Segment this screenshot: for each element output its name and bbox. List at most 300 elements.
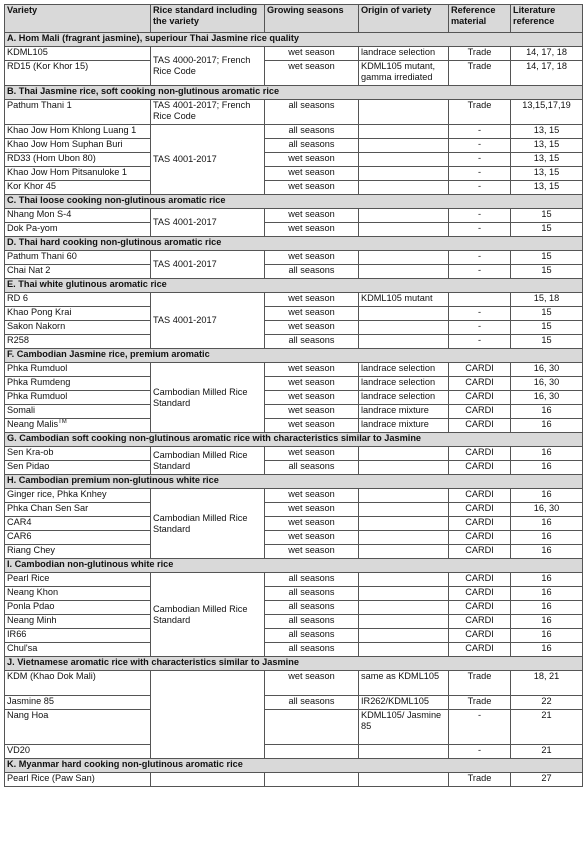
variety-name: Sen Kra-ob xyxy=(7,447,54,457)
origin-cell: landrace selection xyxy=(359,47,449,61)
table-row xyxy=(5,153,583,167)
season-cell: wet season xyxy=(265,251,359,265)
variety-cell xyxy=(5,517,151,531)
variety-name: Ginger rice, Phka Knhey xyxy=(7,489,107,499)
literature-cell: 13, 15 xyxy=(511,139,583,153)
variety-name: Khao Pong Krai xyxy=(7,307,72,317)
table-row xyxy=(5,181,583,195)
section-title: D. Thai hard cooking non-glutinous aromatic rice xyxy=(5,237,583,251)
variety-name: Chul'sa xyxy=(7,643,38,653)
reference-cell: Trade xyxy=(449,773,511,787)
variety-name: Dok Pa-yom xyxy=(7,223,58,233)
origin-cell xyxy=(359,773,449,787)
table-row xyxy=(5,363,583,377)
table-row xyxy=(5,167,583,181)
table-row xyxy=(5,321,583,335)
variety-name: IR66 xyxy=(7,629,27,639)
literature-cell: 16 xyxy=(511,573,583,587)
standard-cell: TAS 4001-2017; French Rice Code xyxy=(151,100,265,125)
reference-cell: CARDI xyxy=(449,405,511,419)
reference-cell: - xyxy=(449,167,511,181)
variety-cell xyxy=(5,629,151,643)
section-row xyxy=(5,33,583,47)
origin-cell xyxy=(359,745,449,759)
literature-cell: 15 xyxy=(511,307,583,321)
literature-cell: 13, 15 xyxy=(511,181,583,195)
header-rice-standard: Rice standard including the variety xyxy=(151,5,265,33)
reference-cell: Trade xyxy=(449,61,511,86)
literature-cell: 16, 30 xyxy=(511,363,583,377)
season-cell: all seasons xyxy=(265,696,359,710)
table-row xyxy=(5,447,583,461)
standard-cell: Cambodian Milled Rice Standard xyxy=(151,447,265,475)
reference-cell: CARDI xyxy=(449,461,511,475)
table-row xyxy=(5,629,583,643)
literature-cell: 21 xyxy=(511,745,583,759)
section-row xyxy=(5,475,583,489)
origin-cell: KDML105 mutant xyxy=(359,293,449,307)
variety-name: KDML105 xyxy=(7,47,48,57)
literature-cell: 16 xyxy=(511,545,583,559)
literature-cell: 16 xyxy=(511,643,583,657)
literature-cell: 15 xyxy=(511,335,583,349)
standard-cell: TAS 4001-2017 xyxy=(151,209,265,237)
reference-cell: CARDI xyxy=(449,531,511,545)
variety-name: Khao Jow Hom Pitsanuloke 1 xyxy=(7,167,128,177)
section-row xyxy=(5,559,583,573)
literature-cell: 16 xyxy=(511,587,583,601)
literature-cell: 13,15,17,19 xyxy=(511,100,583,125)
table-row xyxy=(5,615,583,629)
variety-cell xyxy=(5,47,151,61)
season-cell: wet season xyxy=(265,293,359,307)
reference-cell: CARDI xyxy=(449,545,511,559)
reference-cell: CARDI xyxy=(449,377,511,391)
literature-cell: 21 xyxy=(511,710,583,745)
table-row xyxy=(5,125,583,139)
variety-cell xyxy=(5,545,151,559)
standard-cell: TAS 4001-2017 xyxy=(151,125,265,195)
season-cell: all seasons xyxy=(265,125,359,139)
header-literature-reference: Literature reference xyxy=(511,5,583,33)
table-row xyxy=(5,489,583,503)
variety-cell xyxy=(5,503,151,517)
standard-cell xyxy=(151,671,265,759)
season-cell: wet season xyxy=(265,223,359,237)
variety-cell xyxy=(5,643,151,657)
variety-cell xyxy=(5,125,151,139)
origin-cell xyxy=(359,601,449,615)
season-cell: all seasons xyxy=(265,615,359,629)
table-row xyxy=(5,419,583,433)
table-row xyxy=(5,461,583,475)
season-cell: wet season xyxy=(265,167,359,181)
season-cell: wet season xyxy=(265,153,359,167)
literature-cell: 15 xyxy=(511,251,583,265)
table-row xyxy=(5,587,583,601)
season-cell: wet season xyxy=(265,377,359,391)
origin-cell: landrace selection xyxy=(359,391,449,405)
table-row xyxy=(5,391,583,405)
season-cell: wet season xyxy=(265,671,359,696)
table-row xyxy=(5,139,583,153)
variety-name: R258 xyxy=(7,335,29,345)
variety-cell xyxy=(5,671,151,696)
variety-cell xyxy=(5,745,151,759)
header-row xyxy=(5,5,583,33)
literature-cell: 16 xyxy=(511,447,583,461)
reference-cell: - xyxy=(449,265,511,279)
table-row xyxy=(5,601,583,615)
origin-cell xyxy=(359,209,449,223)
standard-cell: Cambodian Milled Rice Standard xyxy=(151,489,265,559)
season-cell xyxy=(265,745,359,759)
reference-cell: Trade xyxy=(449,100,511,125)
table-row xyxy=(5,61,583,86)
reference-cell: CARDI xyxy=(449,419,511,433)
header-reference-material: Reference material xyxy=(449,5,511,33)
table-row xyxy=(5,251,583,265)
reference-cell: CARDI xyxy=(449,587,511,601)
season-cell: all seasons xyxy=(265,643,359,657)
variety-cell xyxy=(5,489,151,503)
origin-cell xyxy=(359,629,449,643)
variety-cell xyxy=(5,209,151,223)
season-cell: wet season xyxy=(265,391,359,405)
variety-cell xyxy=(5,773,151,787)
table-row xyxy=(5,517,583,531)
season-cell: wet season xyxy=(265,363,359,377)
section-title: F. Cambodian Jasmine rice, premium aromatic xyxy=(5,349,583,363)
literature-cell: 16, 30 xyxy=(511,391,583,405)
reference-cell: CARDI xyxy=(449,517,511,531)
table-body xyxy=(5,33,583,787)
origin-cell xyxy=(359,167,449,181)
variety-name: VD20 xyxy=(7,745,30,755)
variety-name: Sakon Nakorn xyxy=(7,321,66,331)
reference-cell: Trade xyxy=(449,47,511,61)
standard-cell: TAS 4000-2017; French Rice Code xyxy=(151,47,265,86)
table-row xyxy=(5,531,583,545)
origin-cell: KDML105 mutant, gamma irrediated xyxy=(359,61,449,86)
standard-cell: TAS 4001-2017 xyxy=(151,293,265,349)
literature-cell: 15 xyxy=(511,223,583,237)
table-row xyxy=(5,773,583,787)
literature-cell: 15, 18 xyxy=(511,293,583,307)
origin-cell xyxy=(359,545,449,559)
origin-cell xyxy=(359,573,449,587)
variety-name: Pathum Thani 60 xyxy=(7,251,77,261)
origin-cell xyxy=(359,643,449,657)
season-cell xyxy=(265,710,359,745)
reference-cell: CARDI xyxy=(449,489,511,503)
season-cell: wet season xyxy=(265,307,359,321)
origin-cell xyxy=(359,307,449,321)
reference-cell: - xyxy=(449,153,511,167)
origin-cell xyxy=(359,321,449,335)
variety-name: Neang Khon xyxy=(7,587,59,597)
reference-cell: - xyxy=(449,335,511,349)
variety-cell xyxy=(5,335,151,349)
origin-cell: landrace selection xyxy=(359,363,449,377)
variety-name: Nhang Mon S-4 xyxy=(7,209,72,219)
season-cell: all seasons xyxy=(265,629,359,643)
season-cell: all seasons xyxy=(265,601,359,615)
variety-name: Nang Hoa xyxy=(7,710,49,720)
variety-name: KDM (Khao Dok Mali) xyxy=(7,671,96,681)
table-row xyxy=(5,335,583,349)
table-row xyxy=(5,405,583,419)
variety-name: Pathum Thani 1 xyxy=(7,100,72,110)
season-cell: all seasons xyxy=(265,100,359,125)
reference-cell: CARDI xyxy=(449,447,511,461)
origin-cell xyxy=(359,517,449,531)
origin-cell xyxy=(359,181,449,195)
variety-cell xyxy=(5,696,151,710)
season-cell: wet season xyxy=(265,405,359,419)
variety-name: Neang Malis xyxy=(7,419,59,429)
origin-cell: IR262/KDML105 xyxy=(359,696,449,710)
season-cell: all seasons xyxy=(265,587,359,601)
variety-name: Jasmine 85 xyxy=(7,696,54,706)
reference-cell: - xyxy=(449,251,511,265)
literature-cell: 13, 15 xyxy=(511,167,583,181)
variety-name: Phka Rumduol xyxy=(7,363,68,373)
variety-cell xyxy=(5,377,151,391)
variety-cell xyxy=(5,710,151,745)
season-cell: wet season xyxy=(265,47,359,61)
variety-name: RD 6 xyxy=(7,293,28,303)
season-cell: wet season xyxy=(265,447,359,461)
variety-name: Pearl Rice (Paw San) xyxy=(7,773,95,783)
table-row xyxy=(5,573,583,587)
season-cell: wet season xyxy=(265,61,359,86)
literature-cell: 16 xyxy=(511,517,583,531)
rice-variety-table xyxy=(4,4,583,787)
literature-cell: 16 xyxy=(511,405,583,419)
section-title: H. Cambodian premium non-glutinous white rice xyxy=(5,475,583,489)
season-cell: wet season xyxy=(265,503,359,517)
origin-cell xyxy=(359,447,449,461)
variety-cell xyxy=(5,587,151,601)
reference-cell: CARDI xyxy=(449,573,511,587)
reference-cell: CARDI xyxy=(449,615,511,629)
origin-cell xyxy=(359,335,449,349)
variety-name: RD15 (Kor Khor 15) xyxy=(7,61,89,71)
section-row xyxy=(5,86,583,100)
variety-name: Chai Nat 2 xyxy=(7,265,51,275)
reference-cell: - xyxy=(449,223,511,237)
section-row xyxy=(5,237,583,251)
reference-cell xyxy=(449,293,511,307)
variety-name: RD33 (Hom Ubon 80) xyxy=(7,153,96,163)
table-row xyxy=(5,293,583,307)
variety-cell xyxy=(5,447,151,461)
literature-cell: 16 xyxy=(511,461,583,475)
literature-cell: 27 xyxy=(511,773,583,787)
variety-cell xyxy=(5,307,151,321)
variety-cell xyxy=(5,573,151,587)
reference-cell: Trade xyxy=(449,671,511,696)
literature-cell: 14, 17, 18 xyxy=(511,47,583,61)
standard-cell xyxy=(151,773,265,787)
origin-cell xyxy=(359,489,449,503)
variety-name: Phka Rumduol xyxy=(7,391,68,401)
origin-cell: same as KDML105 xyxy=(359,671,449,696)
reference-cell: CARDI xyxy=(449,391,511,405)
literature-cell: 16, 30 xyxy=(511,377,583,391)
variety-cell xyxy=(5,531,151,545)
season-cell: wet season xyxy=(265,321,359,335)
variety-name: Ponla Pdao xyxy=(7,601,55,611)
table-row xyxy=(5,265,583,279)
header-growing-seasons: Growing seasons xyxy=(265,5,359,33)
standard-cell: Cambodian Milled Rice Standard xyxy=(151,363,265,433)
literature-cell: 16 xyxy=(511,489,583,503)
literature-cell: 13, 15 xyxy=(511,125,583,139)
season-cell: wet season xyxy=(265,489,359,503)
variety-name: Somali xyxy=(7,405,36,415)
season-cell: all seasons xyxy=(265,139,359,153)
variety-name: Pearl Rice xyxy=(7,573,50,583)
literature-cell: 13, 15 xyxy=(511,153,583,167)
standard-cell: Cambodian Milled Rice Standard xyxy=(151,573,265,657)
section-title: C. Thai loose cooking non-glutinous aromatic rice xyxy=(5,195,583,209)
variety-cell xyxy=(5,100,151,125)
standard-cell: TAS 4001-2017 xyxy=(151,251,265,279)
literature-cell: 16, 30 xyxy=(511,503,583,517)
origin-cell: landrace mixture xyxy=(359,405,449,419)
variety-cell xyxy=(5,61,151,86)
literature-cell: 15 xyxy=(511,321,583,335)
season-cell xyxy=(265,773,359,787)
literature-cell: 15 xyxy=(511,265,583,279)
literature-cell: 16 xyxy=(511,601,583,615)
table-row xyxy=(5,377,583,391)
table-row xyxy=(5,745,583,759)
table-row xyxy=(5,545,583,559)
reference-cell: - xyxy=(449,181,511,195)
season-cell: wet season xyxy=(265,209,359,223)
reference-cell: - xyxy=(449,321,511,335)
reference-cell: - xyxy=(449,710,511,745)
season-cell: all seasons xyxy=(265,265,359,279)
reference-cell: CARDI xyxy=(449,503,511,517)
literature-cell: 16 xyxy=(511,615,583,629)
origin-cell xyxy=(359,461,449,475)
variety-name: Khao Jow Hom Suphan Buri xyxy=(7,139,123,149)
table-row xyxy=(5,696,583,710)
section-title: I. Cambodian non-glutinous white rice xyxy=(5,559,583,573)
literature-cell: 22 xyxy=(511,696,583,710)
literature-cell: 16 xyxy=(511,419,583,433)
variety-name: Neang Minh xyxy=(7,615,57,625)
variety-cell xyxy=(5,601,151,615)
season-cell: all seasons xyxy=(265,461,359,475)
origin-cell xyxy=(359,531,449,545)
season-cell: all seasons xyxy=(265,335,359,349)
table-row xyxy=(5,710,583,745)
variety-cell xyxy=(5,265,151,279)
table-row xyxy=(5,643,583,657)
variety-name: Riang Chey xyxy=(7,545,56,555)
season-cell: wet season xyxy=(265,181,359,195)
trademark-mark: TM xyxy=(58,418,67,425)
reference-cell: - xyxy=(449,139,511,153)
variety-cell xyxy=(5,223,151,237)
origin-cell xyxy=(359,153,449,167)
variety-cell xyxy=(5,153,151,167)
section-title: E. Thai white glutinous aromatic rice xyxy=(5,279,583,293)
origin-cell xyxy=(359,139,449,153)
section-title: G. Cambodian soft cooking non-glutinous aromatic rice with characteristics similar to Jasmine xyxy=(5,433,583,447)
reference-cell: - xyxy=(449,745,511,759)
variety-cell xyxy=(5,321,151,335)
origin-cell xyxy=(359,223,449,237)
origin-cell xyxy=(359,503,449,517)
table-row xyxy=(5,47,583,61)
section-title: J. Vietnamese aromatic rice with characteristics similar to Jasmine xyxy=(5,657,583,671)
table-row xyxy=(5,307,583,321)
origin-cell xyxy=(359,615,449,629)
variety-cell xyxy=(5,181,151,195)
origin-cell: KDML105/ Jasmine 85 xyxy=(359,710,449,745)
variety-cell xyxy=(5,293,151,307)
reference-cell: - xyxy=(449,307,511,321)
season-cell: wet season xyxy=(265,517,359,531)
table-row xyxy=(5,671,583,696)
variety-name: Phka Chan Sen Sar xyxy=(7,503,89,513)
variety-cell xyxy=(5,419,151,433)
literature-cell: 16 xyxy=(511,531,583,545)
variety-cell xyxy=(5,461,151,475)
origin-cell: landrace mixture xyxy=(359,419,449,433)
variety-name: Khao Jow Hom Khlong Luang 1 xyxy=(7,125,137,135)
variety-name: Phka Rumdeng xyxy=(7,377,71,387)
variety-cell xyxy=(5,167,151,181)
season-cell: wet season xyxy=(265,545,359,559)
season-cell: wet season xyxy=(265,531,359,545)
header-origin: Origin of variety xyxy=(359,5,449,33)
variety-name: Sen Pidao xyxy=(7,461,50,471)
reference-cell: CARDI xyxy=(449,629,511,643)
reference-cell: CARDI xyxy=(449,601,511,615)
table-row xyxy=(5,100,583,125)
section-row xyxy=(5,195,583,209)
literature-cell: 18, 21 xyxy=(511,671,583,696)
reference-cell: - xyxy=(449,125,511,139)
season-cell: wet season xyxy=(265,419,359,433)
section-row xyxy=(5,759,583,773)
table-row xyxy=(5,503,583,517)
reference-cell: CARDI xyxy=(449,643,511,657)
header-variety: Variety xyxy=(5,5,151,33)
variety-cell xyxy=(5,391,151,405)
variety-cell xyxy=(5,363,151,377)
variety-cell xyxy=(5,615,151,629)
literature-cell: 14, 17, 18 xyxy=(511,61,583,86)
section-row xyxy=(5,433,583,447)
reference-cell: - xyxy=(449,209,511,223)
variety-name: CAR4 xyxy=(7,517,32,527)
reference-cell: Trade xyxy=(449,696,511,710)
variety-cell xyxy=(5,139,151,153)
variety-name: Kor Khor 45 xyxy=(7,181,57,191)
season-cell: all seasons xyxy=(265,573,359,587)
section-title: K. Myanmar hard cooking non-glutinous aromatic rice xyxy=(5,759,583,773)
literature-cell: 16 xyxy=(511,629,583,643)
section-title: B. Thai Jasmine rice, soft cooking non-glutinous aromatic rice xyxy=(5,86,583,100)
